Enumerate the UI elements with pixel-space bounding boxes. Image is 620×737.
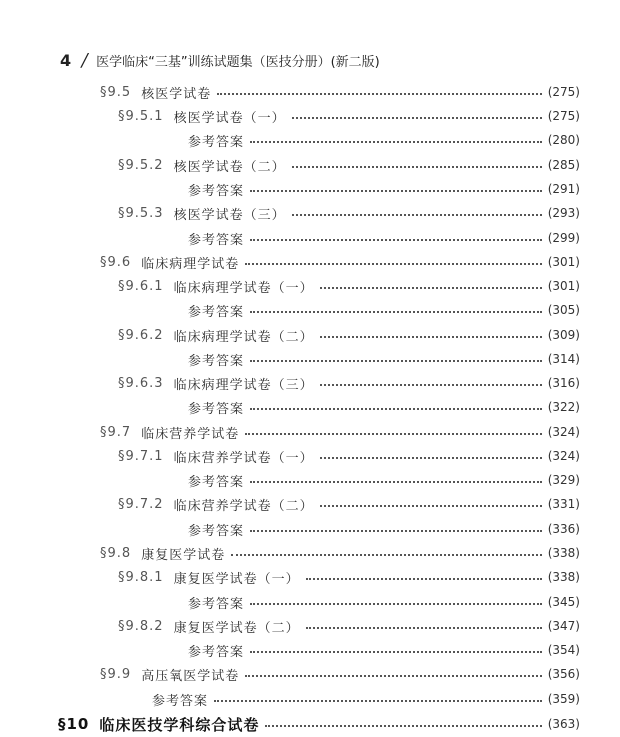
toc-entry-title: 临床病理学试卷 (141, 256, 240, 272)
toc-entry-title: 临床病理学试卷（三） (173, 377, 314, 393)
toc-entry-title: 康复医学试卷（二） (173, 620, 300, 636)
leader-dots (250, 530, 542, 532)
toc-section-number: §9.7 (100, 424, 132, 440)
toc-row (100, 82, 580, 102)
toc-section-number: §9.7.2 (118, 496, 164, 512)
leader-dots (320, 457, 542, 459)
leader-dots (250, 408, 542, 410)
toc-row (188, 470, 580, 490)
leader-dots (250, 651, 542, 653)
toc-entry-title: 核医学试卷 (141, 86, 212, 102)
leader-dots (320, 287, 542, 289)
toc-row (188, 130, 580, 150)
leader-dots (320, 505, 542, 507)
toc-entry-title: 参考答案 (188, 644, 245, 660)
toc-row (118, 616, 580, 636)
toc-row (188, 349, 580, 369)
leader-dots (245, 675, 542, 677)
toc-page-number: (322) (547, 400, 580, 414)
leader-dots (292, 214, 542, 216)
leader-dots (217, 93, 542, 95)
toc-page-number: (316) (547, 376, 580, 390)
toc-page-number: (275) (547, 109, 580, 123)
toc-page-number: (345) (547, 595, 580, 609)
toc-section-number: §9.5.1 (118, 108, 164, 124)
toc-entry-title: 临床营养学试卷 (141, 426, 240, 442)
toc-entry-title: 高压氧医学试卷 (141, 668, 240, 684)
toc-page-number: (324) (547, 449, 580, 463)
toc-row (100, 543, 580, 563)
toc-row (100, 252, 580, 272)
toc-page-number: (338) (547, 546, 580, 560)
toc-page-number: (293) (547, 206, 580, 220)
toc-row (100, 422, 580, 442)
leader-dots (320, 336, 542, 338)
toc-section-number: §9.6.1 (118, 278, 164, 294)
toc-entry-title: 临床医技学科综合试卷 (99, 715, 260, 734)
toc-entry-title: 康复医学试卷 (141, 547, 226, 563)
leader-dots (265, 725, 541, 727)
toc-section-number: §9.5 (100, 84, 132, 100)
running-header (60, 50, 380, 71)
toc-page-number: (338) (547, 570, 580, 584)
toc-page-number: (301) (547, 255, 580, 269)
leader-dots (245, 263, 542, 265)
toc-page-number: (363) (547, 717, 580, 731)
toc-row (188, 592, 580, 612)
toc-row (118, 373, 580, 393)
toc-section-number: §9.6 (100, 254, 132, 270)
leader-dots (292, 166, 542, 168)
toc-page-number: (336) (547, 522, 580, 536)
toc-page-number: (280) (547, 133, 580, 147)
toc-row (118, 276, 580, 296)
toc-page-number: (285) (547, 158, 580, 172)
toc-page-number: (324) (547, 425, 580, 439)
toc-section-number: §10 (58, 715, 90, 733)
toc-row (118, 155, 580, 175)
leader-dots (214, 700, 542, 702)
toc-page-number: (275) (547, 85, 580, 99)
toc-page-number: (305) (547, 303, 580, 317)
leader-dots (245, 433, 542, 435)
toc-row (100, 664, 580, 684)
toc-page-number: (359) (547, 692, 580, 706)
toc-row (58, 714, 580, 734)
book-title: 医学临床“三基”训练试题集（医技分册）(新二版) (96, 55, 380, 70)
leader-dots (250, 141, 542, 143)
toc-page-number: (314) (547, 352, 580, 366)
toc-entry-title: 参考答案 (188, 304, 245, 320)
toc-entry-title: 核医学试卷（二） (173, 159, 286, 175)
toc-row (188, 397, 580, 417)
toc-page-number: (331) (547, 497, 580, 511)
toc-entry-title: 核医学试卷（一） (173, 110, 286, 126)
toc-entry-title: 参考答案 (188, 596, 245, 612)
toc-row (188, 640, 580, 660)
toc-page-number: (301) (547, 279, 580, 293)
toc-section-number: §9.6.2 (118, 327, 164, 343)
toc-row (118, 446, 580, 466)
toc-row (118, 203, 580, 223)
leader-dots (250, 481, 542, 483)
toc-page-number: (329) (547, 473, 580, 487)
leader-dots (306, 627, 542, 629)
toc-row (152, 689, 580, 709)
toc-section-number: §9.8.2 (118, 618, 164, 634)
toc-entry-title: 参考答案 (188, 183, 245, 199)
toc-entry-title: 核医学试卷（三） (173, 207, 286, 223)
toc-row (188, 519, 580, 539)
toc-entry-title: 参考答案 (188, 401, 245, 417)
page-number: 4 (60, 51, 72, 70)
toc-page-number: (347) (547, 619, 580, 633)
toc-row (188, 179, 580, 199)
toc-page-number: (309) (547, 328, 580, 342)
leader-dots (250, 360, 542, 362)
toc-entry-title: 参考答案 (188, 474, 245, 490)
toc-entry-title: 临床营养学试卷（二） (173, 498, 314, 514)
toc-row (188, 228, 580, 248)
toc-section-number: §9.5.3 (118, 205, 164, 221)
leader-dots (250, 190, 542, 192)
toc-page-number: (299) (547, 231, 580, 245)
toc-page-number: (356) (547, 667, 580, 681)
toc-row (118, 106, 580, 126)
toc-row (118, 325, 580, 345)
toc-page-number: (291) (547, 182, 580, 196)
toc-entry-title: 参考答案 (188, 523, 245, 539)
toc-page-number: (354) (547, 643, 580, 657)
toc-section-number: §9.6.3 (118, 375, 164, 391)
toc-entry-title: 参考答案 (188, 353, 245, 369)
toc-section-number: §9.8.1 (118, 569, 164, 585)
toc-section-number: §9.9 (100, 666, 132, 682)
toc-entry-title: 参考答案 (152, 693, 209, 709)
toc-entry-title: 参考答案 (188, 134, 245, 150)
toc-entry-title: 参考答案 (188, 232, 245, 248)
leader-dots (292, 117, 542, 119)
toc-row (118, 567, 580, 587)
header-slash: / (81, 50, 88, 71)
toc-entry-title: 临床病理学试卷（二） (173, 329, 314, 345)
leader-dots (306, 578, 542, 580)
toc-row (118, 494, 580, 514)
leader-dots (250, 603, 542, 605)
toc-entry-title: 临床病理学试卷（一） (173, 280, 314, 296)
toc-entry-title: 临床营养学试卷（一） (173, 450, 314, 466)
toc-row (188, 300, 580, 320)
toc-entry-title: 康复医学试卷（一） (173, 571, 300, 587)
toc-section-number: §9.7.1 (118, 448, 164, 464)
toc-section-number: §9.8 (100, 545, 132, 561)
leader-dots (250, 239, 542, 241)
leader-dots (231, 554, 542, 556)
leader-dots (320, 384, 542, 386)
toc-section-number: §9.5.2 (118, 157, 164, 173)
leader-dots (250, 311, 542, 313)
